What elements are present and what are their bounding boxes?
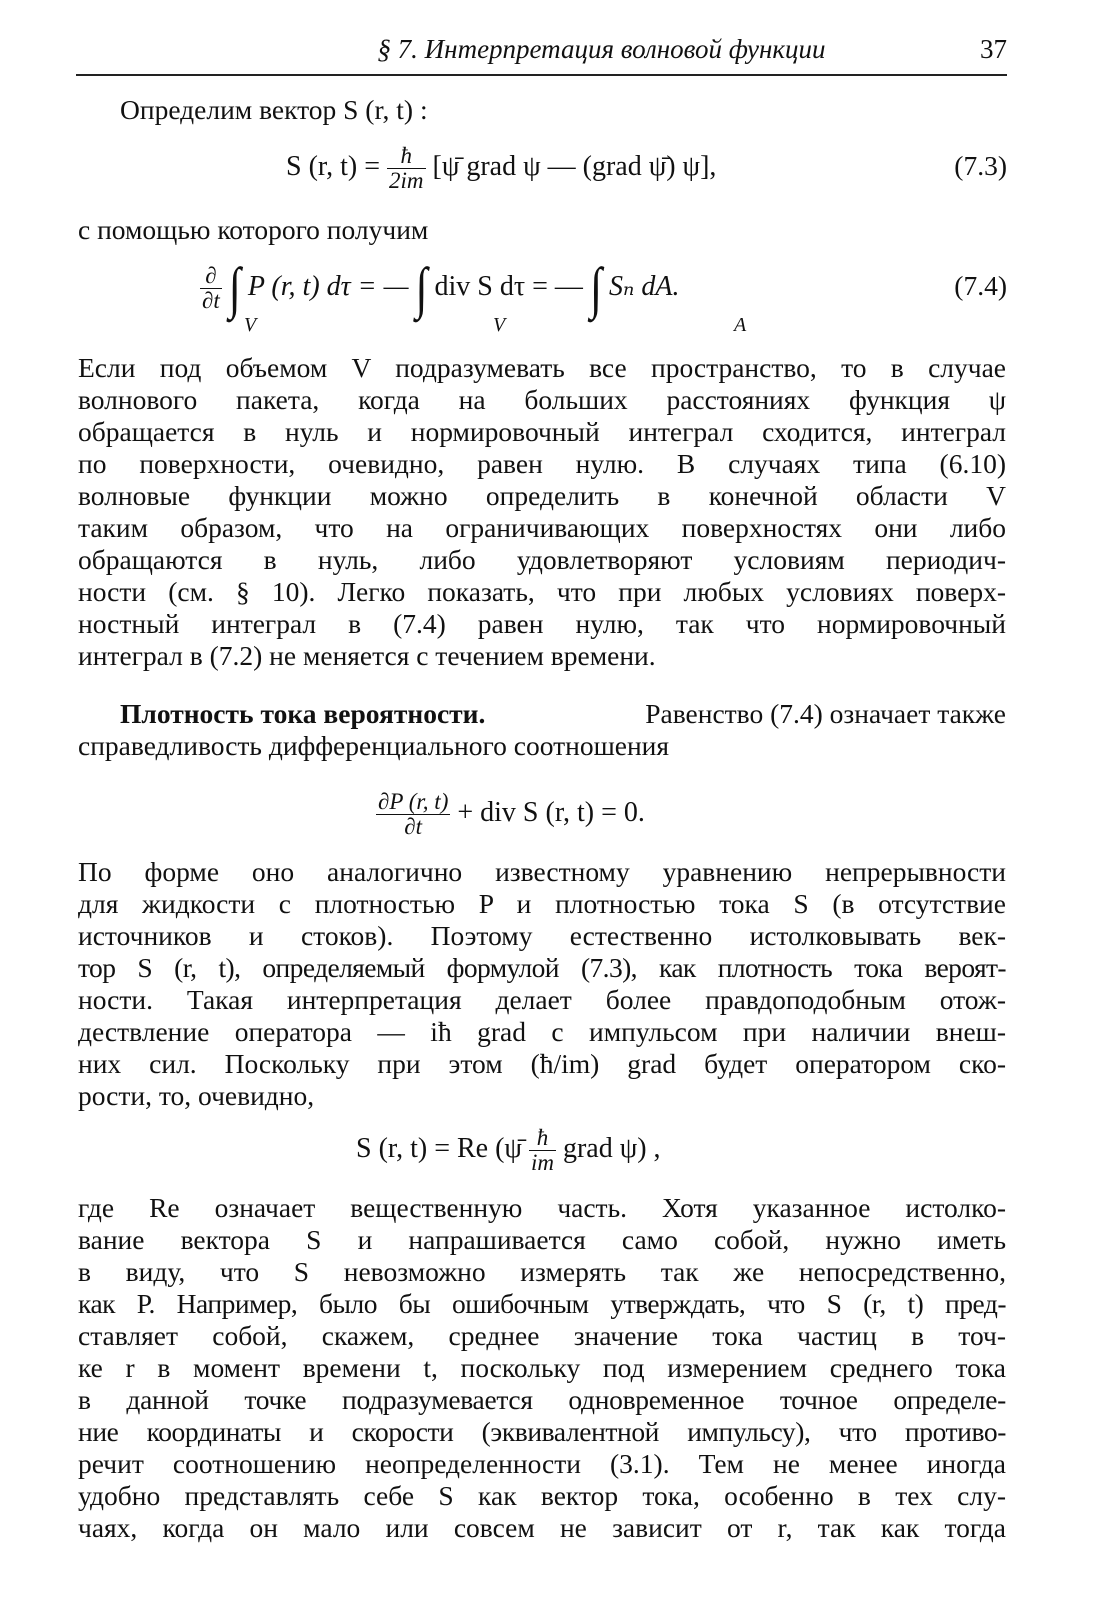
re-equation [356,1126,661,1175]
para2-line: По форме оно аналогично известному уравнению непрерывности [78,856,1006,887]
para1-line: интеграл в (7.2) не меняется с течением времени. [78,640,656,671]
equation-7-3 [286,144,716,193]
section-heading-line [120,698,1006,730]
para2-line: дествление оператора — iħ grad с импульсом при наличии внеш- [78,1016,1006,1047]
para2-line: тор S (r, t), определяемый формулой (7.3), как плотность тока вероят- [78,952,1006,983]
eq74-sub-2: V [493,314,506,336]
re-lhs: S (r, t) = Re (ψ̄ [356,1132,522,1164]
eq73-number: (7.3) [954,150,1007,181]
para2-line: для жидкости с плотностью P и плотностью тока S (в отсутствие [78,888,1006,919]
para1-line: волнового пакета, когда на больших расстояниях функция ψ [78,384,1006,415]
integral-sign-2: ∫ [415,256,428,320]
re-fraction [529,1126,556,1175]
para3-line: как P. Например, было бы ошибочным утверждать, что S (r, t) пред- [78,1288,1006,1319]
para3-line: чаях, когда он мало или совсем не зависит от r, так как тогда [78,1512,1006,1543]
cont-fraction [376,790,450,839]
eq74-sub-3: A [734,314,747,336]
para1-line: обращаются в нуль, либо удовлетворяют условиям периодич- [78,544,1006,575]
eq74-number: (7.4) [954,270,1007,301]
para3-line: в виду, что S невозможно измерять так же непосредственно, [78,1256,1006,1287]
eq73-frac-num: ħ [387,144,426,169]
para3-line: ке r в момент времени t, поскольку под измерением среднего тока [78,1352,1006,1383]
running-title: § 7. Интерпретация волновой функции [377,34,826,64]
para2-line: источников и стоков). Поэтому естественно истолковывать век- [78,920,1006,951]
eq74-part1: P (r, t) dτ = — [247,270,409,302]
eq74-part3: Sₙ dA. [609,270,680,302]
cont-rhs: + div S (r, t) = 0. [457,796,645,828]
eq74-frac-num: ∂ [200,264,222,289]
eq74-frac-den: ∂t [202,288,220,313]
intro-line: Определим вектор S (r, t) : [120,94,428,125]
para3-line: в данной точке подразумевается одновременное точное определе- [78,1384,1006,1415]
section-line1-rest: Равенство (7.4) означает также [645,698,1006,729]
para1-line: Если под объемом V подразумевать все пространство, то в случае [78,352,1006,383]
para1-line: волновые функции можно определить в конечной области V [78,480,1006,511]
eq74-sub-1: V [244,314,257,336]
page-number: 37 [980,34,1007,64]
para1-line: ности (см. § 10). Легко показать, что при любых условиях поверх- [78,576,1006,607]
eq74-fraction [200,264,222,313]
cont-frac-den: ∂t [404,814,423,839]
para3-line: речит соотношению неопределенности (3.1). Тем не менее иногда [78,1448,1006,1479]
equation-7-4 [200,256,680,320]
eq73-fraction [387,144,426,193]
integral-sign-1: ∫ [228,256,241,320]
section-line2: справедливость дифференциального соотношения [78,730,670,761]
cont-frac-num: ∂P (r, t) [378,789,449,814]
para1-line: обращается в нуль и нормировочный интеграл сходится, интеграл [78,416,1006,447]
re-rhs: grad ψ) , [562,1132,661,1164]
eq73-lhs: S (r, t) = [286,150,380,182]
running-header [76,28,1007,76]
para1-line: ностный интеграл в (7.4) равен нулю, так что нормировочный [78,608,1006,639]
para1-line: таким образом, что на ограничивающих поверхностях они либо [78,512,1006,543]
eq73-frac-den: 2im [389,168,424,193]
para3-line: удобно представлять себе S как вектор тока, особенно в тех слу- [78,1480,1006,1511]
section-heading: Плотность тока вероятности. [120,698,486,729]
para3-line: где Re означает вещественную часть. Хотя указанное истолко- [78,1192,1006,1223]
para2-line: ности. Такая интерпретация делает более правдоподобным отож- [78,984,1006,1015]
eq73-rhs: [ψ̄ grad ψ — (grad ψ̄) ψ], [432,150,717,182]
continuity-equation [376,790,645,839]
para3-line: вание вектора S и напрашивается само собой, нужно иметь [78,1224,1006,1255]
text-after-73: с помощью которого получим [78,214,429,245]
re-frac-den: im [530,1150,554,1175]
para2-line: рости, то, очевидно, [78,1080,315,1111]
para2-line: них сил. Поскольку при этом (ħ/im) grad будет оператором ско- [78,1048,1006,1079]
para3-line: ставляет собой, скажем, среднее значение тока частиц в точ- [78,1320,1006,1351]
eq74-part2: div S dτ = — [434,270,583,302]
para3-line: ние координаты и скорости (эквивалентной импульсу), что противо- [78,1416,1006,1447]
re-frac-num: ħ [529,1126,556,1151]
para1-line: по поверхности, очевидно, равен нулю. В случаях типа (6.10) [78,448,1006,479]
integral-sign-3: ∫ [589,256,602,320]
